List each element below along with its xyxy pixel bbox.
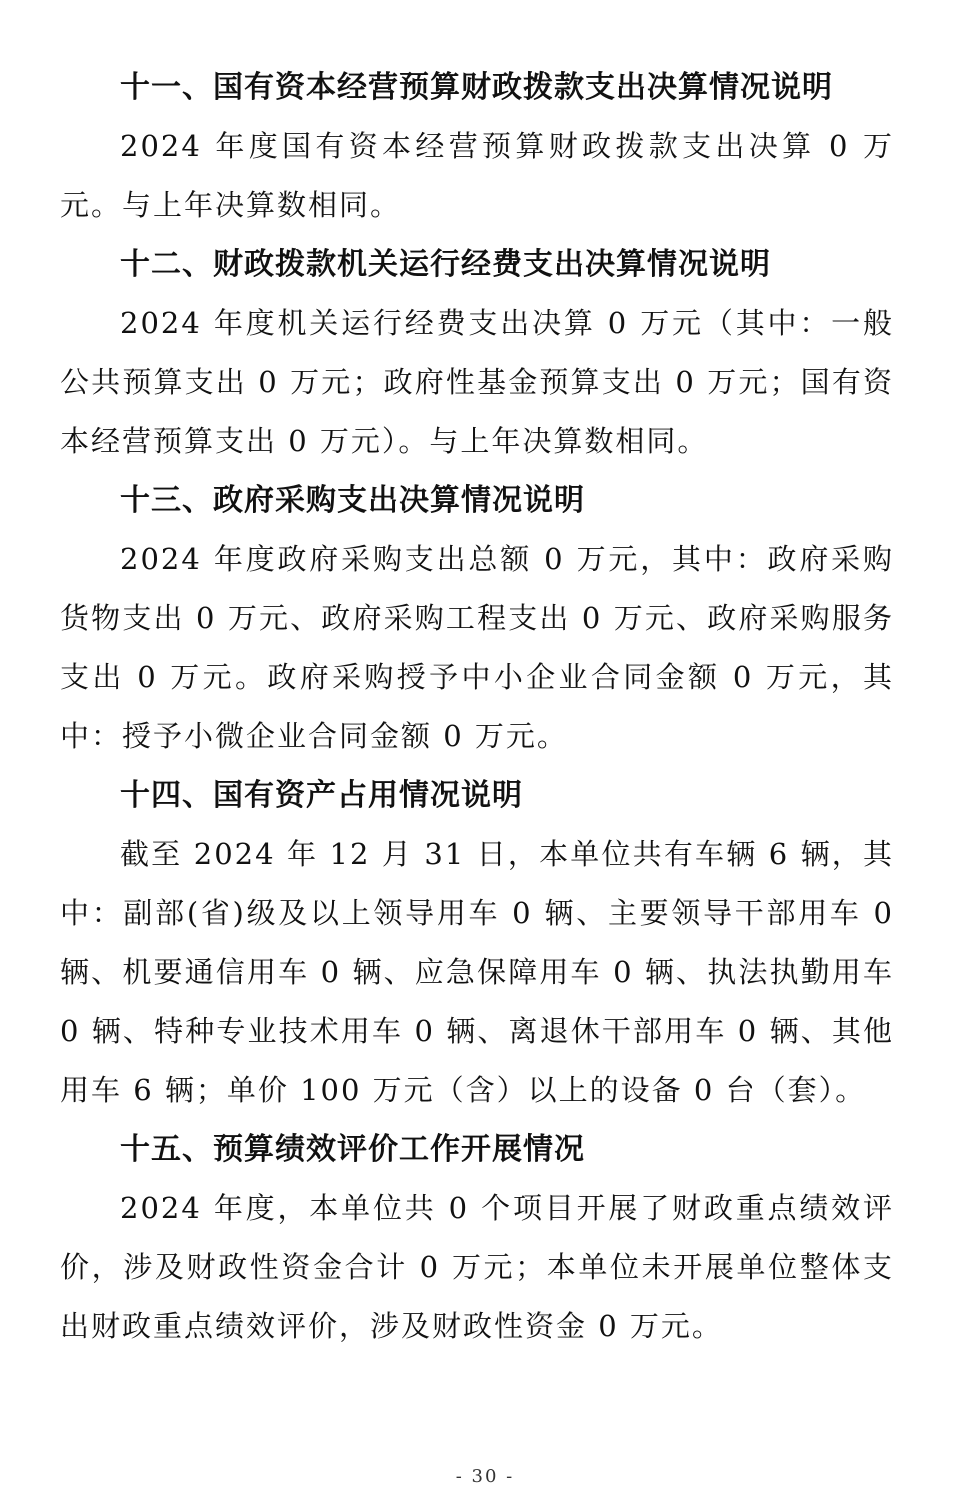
section-title-15: 十五、预算绩效评价工作开展情况	[120, 1132, 585, 1167]
section-body-15: 2024 年度，本单位共 0 个项目开展了财政重点绩效评价，涉及财政性资金合计 0 万元；本单位未开展单位整体支出财政重点绩效评价，涉及财政性资金 0 万元。	[60, 1191, 894, 1343]
page-number: - 30 -	[455, 1466, 515, 1487]
section-body-13: 2024 年度政府采购支出总额 0 万元，其中：政府采购货物支出 0 万元、政府采购工程支出 0 万元、政府采购服务支出 0 万元。政府采购授予中小企业合同金额 0 万元，其中：授予小微企业合同金额 0 万元。	[60, 542, 894, 753]
section-title-14: 十四、国有资产占用情况说明	[120, 778, 523, 813]
section-body-11: 2024 年度国有资本经营预算财政拨款支出决算 0 万元。与上年决算数相同。	[60, 129, 894, 222]
section-title-12: 十二、财政拨款机关运行经费支出决算情况说明	[120, 247, 771, 282]
section-title-13: 十三、政府采购支出决算情况说明	[120, 483, 585, 518]
section-title-11: 十一、国有资本经营预算财政拨款支出决算情况说明	[120, 70, 833, 105]
section-body-12: 2024 年度机关运行经费支出决算 0 万元（其中：一般公共预算支出 0 万元；政府性基金预算支出 0 万元；国有资本经营预算支出 0 万元）。与上年决算数相同。	[60, 306, 894, 458]
document-content	[60, 58, 894, 1356]
section-body-14: 截至 2024 年 12 月 31 日，本单位共有车辆 6 辆，其中：副部(省)级及以上领导用车 0 辆、主要领导干部用车 0 辆、机要通信用车 0 辆、应急保障用车 0 辆、执法执勤用车 0 辆、特种专业技术用车 0 辆、离退休干部用车 0 辆、其他用车 6 辆；单价 100 万元（含）以上的设备 0 台（套）。	[60, 837, 894, 1107]
